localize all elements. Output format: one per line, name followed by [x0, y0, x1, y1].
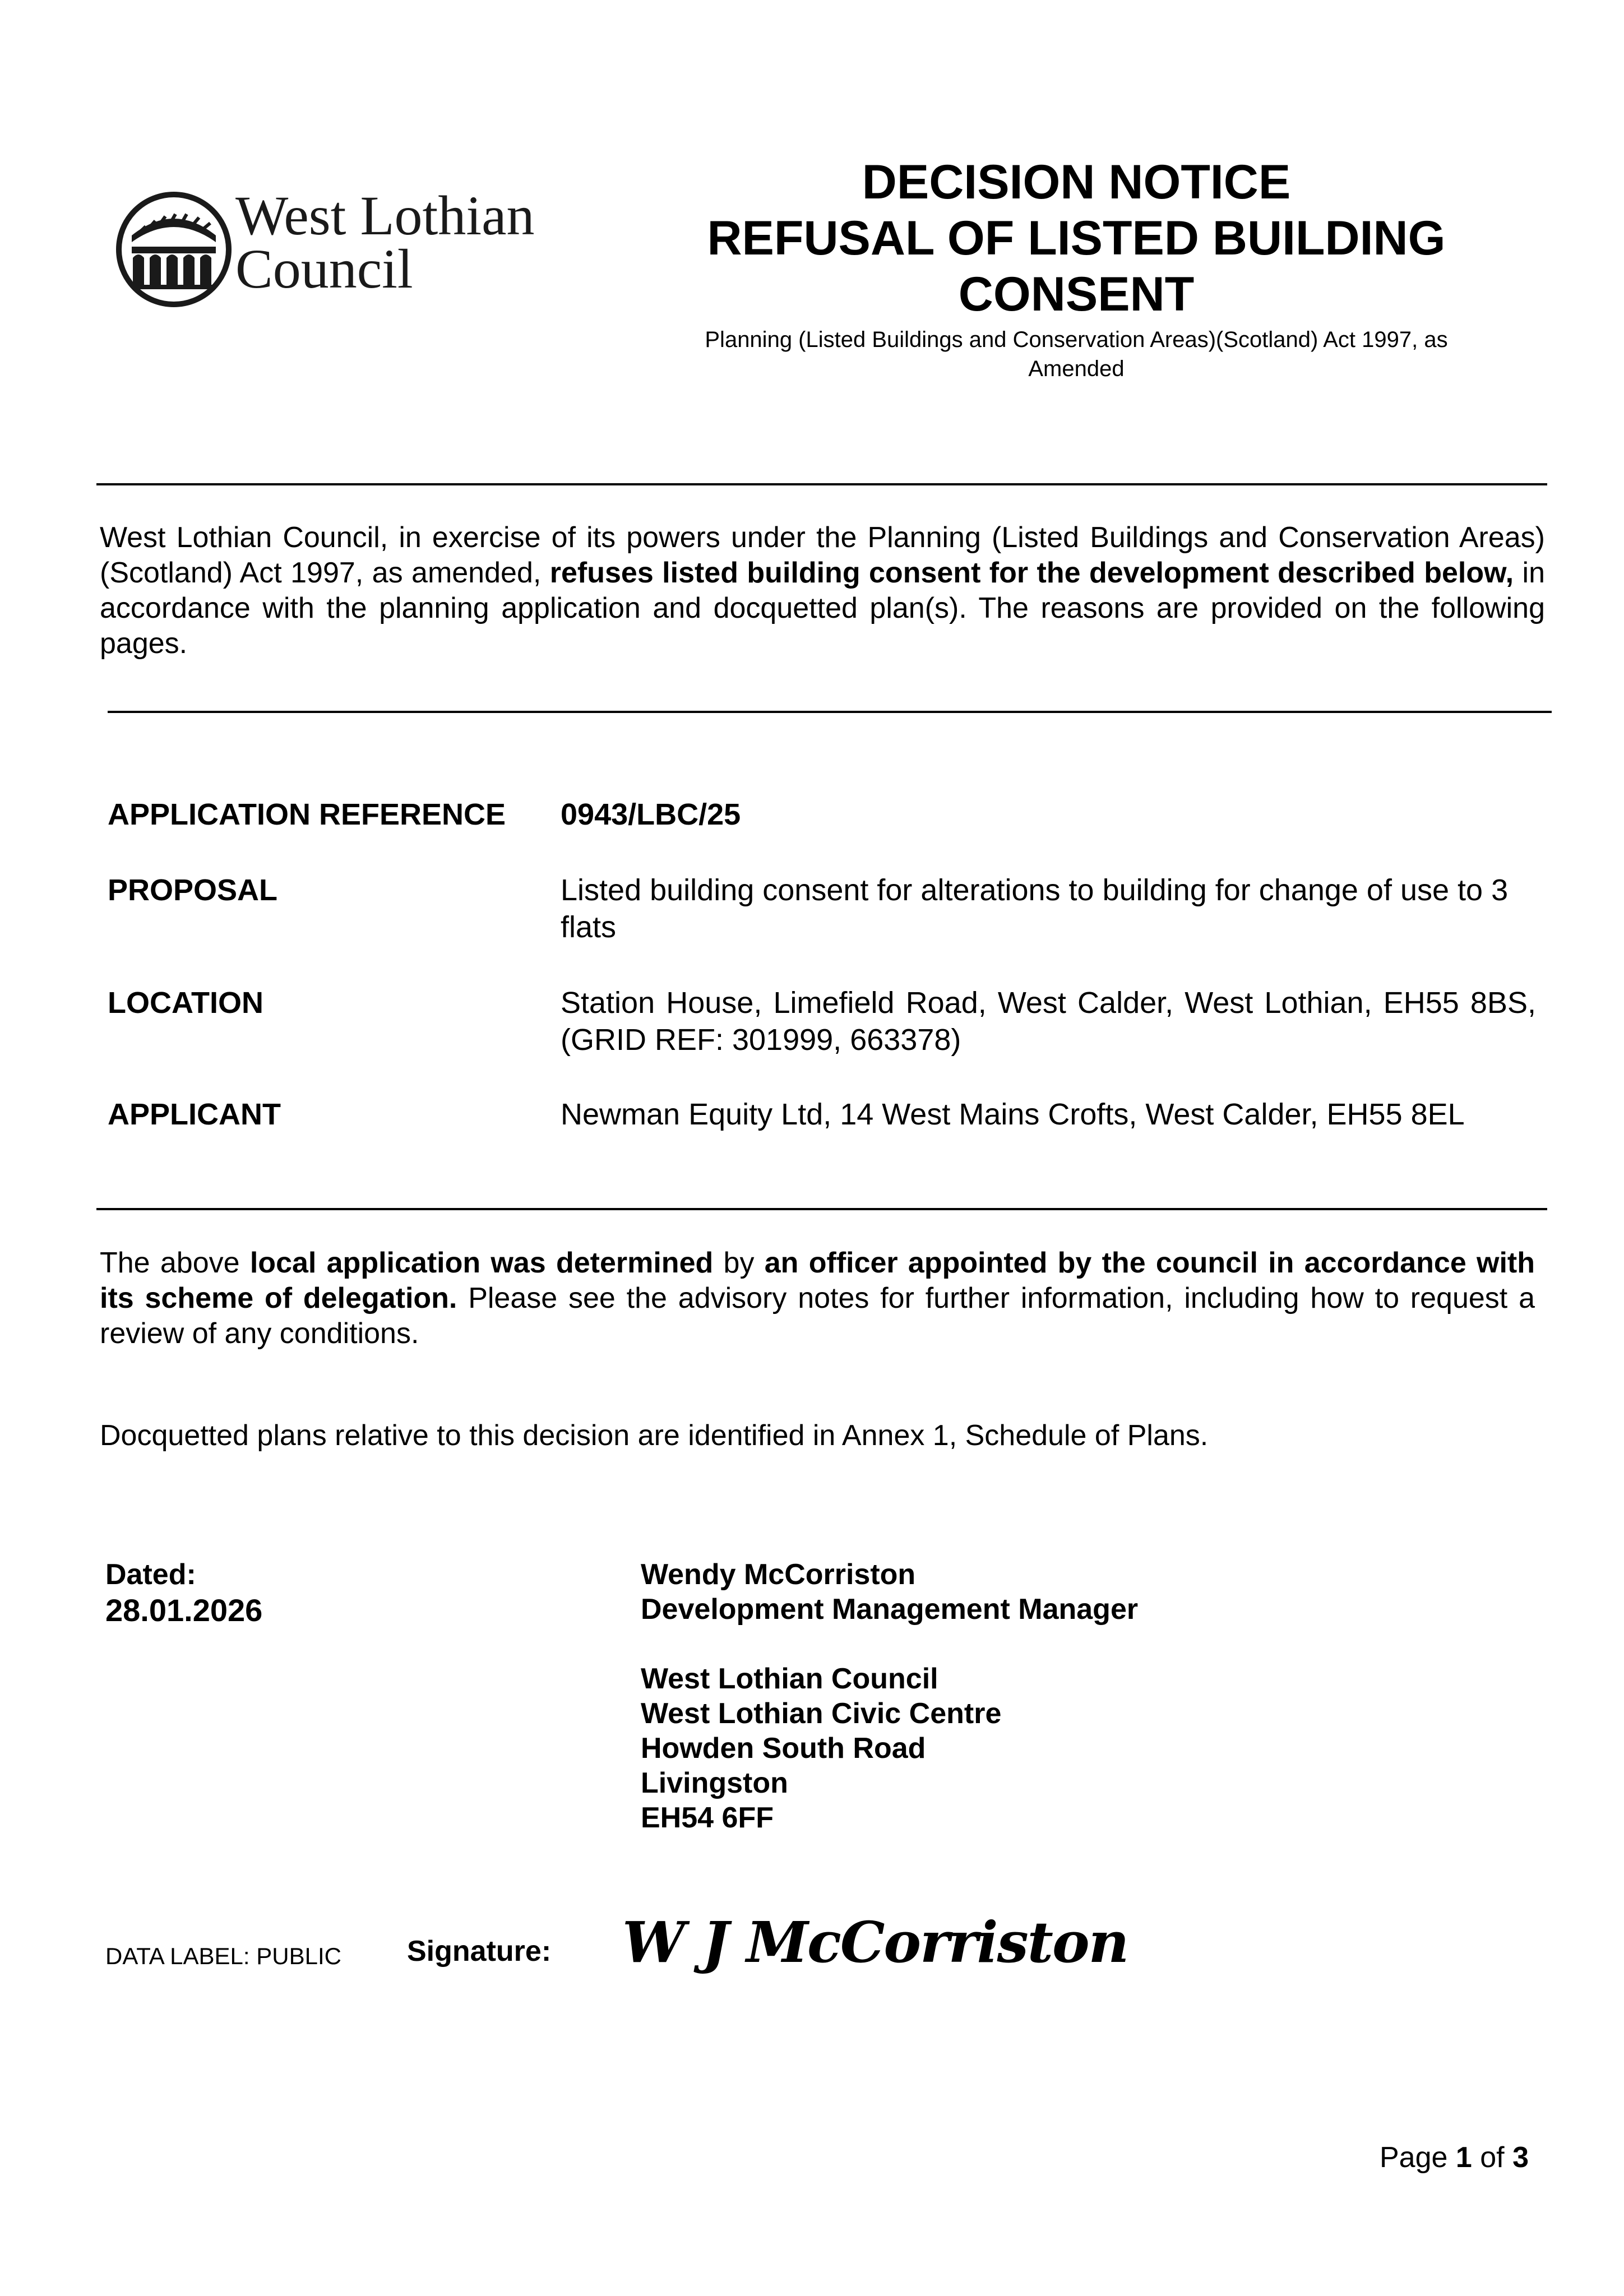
page-number: Page 1 of 3 — [1380, 2141, 1529, 2174]
intro-paragraph: West Lothian Council, in exercise of its powers under the Planning (Listed Buildings and Conservation Areas)(Scotland) Act 1997, as amended, refuses listed building consent for the development described below, in accordance with the planning application and docquetted plan(s). The reasons are provided on the following pages. — [100, 521, 1546, 660]
logo-text-line2: Council — [235, 238, 413, 300]
address-postcode: EH54 6FF — [641, 1802, 774, 1834]
signatory-name: Wendy McCorriston — [641, 1558, 916, 1591]
divider — [108, 711, 1552, 713]
subtitle-line2: Amended — [1028, 357, 1125, 381]
dated-label: Dated: — [105, 1558, 196, 1591]
applicant-value: Newman Equity Ltd, 14 West Mains Crofts, West Calder, EH55 8EL — [561, 1098, 1465, 1131]
docquetted-note: Docquetted plans relative to this decision are identified in Annex 1, Schedule of Plans. — [100, 1419, 1209, 1452]
address-town: Livingston — [641, 1767, 788, 1799]
viaduct-emblem-icon — [115, 191, 233, 308]
handwritten-signature: W J McCorriston — [622, 1909, 1128, 1975]
reference-value: 0943/LBC/25 — [561, 798, 741, 831]
proposal-label: PROPOSAL — [108, 873, 278, 907]
signatory-role: Development Management Manager — [641, 1593, 1139, 1626]
subtitle-line1: Planning (Listed Buildings and Conservation Areas)(Scotland) Act 1997, as — [705, 327, 1448, 352]
determination-paragraph: The above local application was determined by an officer appointed by the council in accordance with its scheme of delegation. Please see the advisory notes for further information, including how to request a review of any conditions. — [100, 1247, 1535, 1350]
dated-value: 28.01.2026 — [105, 1593, 263, 1628]
applicant-label: APPLICANT — [108, 1098, 281, 1131]
divider — [96, 483, 1547, 485]
signature-label: Signature: — [407, 1935, 552, 1968]
title-line2: REFUSAL OF LISTED BUILDING — [707, 211, 1446, 265]
address-street: Howden South Road — [641, 1732, 926, 1765]
council-logo — [115, 185, 563, 314]
title-line3: CONSENT — [958, 267, 1195, 321]
address-org: West Lothian Council — [641, 1663, 938, 1695]
proposal-value: Listed building consent for alterations to building for change of use to 3 flats — [561, 873, 1509, 944]
logo-text-line1: West Lothian — [235, 184, 535, 247]
data-label: DATA LABEL: PUBLIC — [105, 1943, 341, 1969]
address-building: West Lothian Civic Centre — [641, 1697, 1002, 1730]
divider — [96, 1208, 1547, 1210]
location-label: LOCATION — [108, 986, 263, 1020]
reference-label: APPLICATION REFERENCE — [108, 798, 506, 831]
location-value: Station House, Limefield Road, West Calder, West Lothian, EH55 8BS, (GRID REF: 301999, 663378) — [561, 986, 1536, 1057]
title-line1: DECISION NOTICE — [862, 155, 1291, 209]
